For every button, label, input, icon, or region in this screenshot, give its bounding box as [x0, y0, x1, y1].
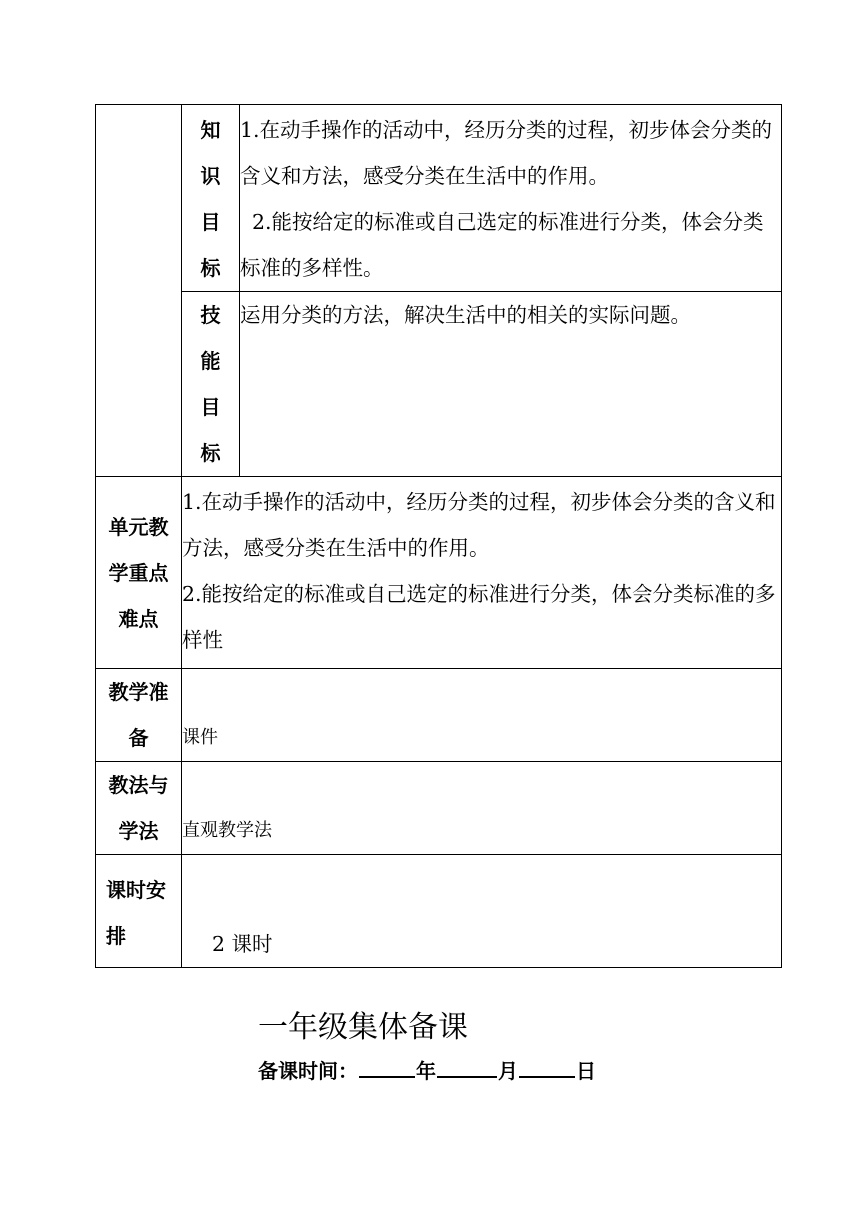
label-line: 教学准 [108, 680, 169, 704]
method-label [96, 762, 182, 855]
label-char: 目 [200, 210, 221, 234]
label-char: 能 [200, 349, 221, 373]
label-char: 知 [200, 118, 221, 142]
label-char: 标 [200, 441, 221, 465]
date-label: 备课时间： [258, 1059, 358, 1083]
skill-goal-content [240, 292, 782, 477]
label-line: 排 [106, 924, 126, 948]
month-blank [437, 1054, 497, 1078]
prep-label [96, 669, 182, 762]
label-char: 标 [200, 256, 221, 280]
section-title: 一年级集体备课 [258, 1010, 468, 1045]
year-blank [359, 1054, 415, 1078]
focus-content [182, 477, 782, 669]
schedule-content [182, 855, 782, 968]
skill-goal-row [96, 292, 782, 477]
prep-row [96, 669, 782, 762]
month-label: 月 [498, 1059, 518, 1083]
label-line: 单元教 [108, 514, 169, 539]
label-line: 学重点 [108, 560, 169, 585]
lesson-plan-table [95, 104, 782, 968]
focus-row [96, 477, 782, 669]
knowledge-goal-content [240, 105, 782, 292]
label-line: 课时安 [106, 878, 166, 902]
schedule-text: 2 课时 [212, 932, 273, 956]
method-row [96, 762, 782, 855]
method-text: 直观教学法 [182, 820, 272, 841]
label-line: 教法与 [108, 773, 169, 797]
schedule-label [96, 855, 182, 968]
prep-date-line [258, 1054, 596, 1084]
prep-content [182, 669, 782, 762]
goal-group-cell [96, 105, 182, 477]
label-char: 识 [200, 164, 221, 188]
year-label: 年 [416, 1059, 436, 1083]
focus-text-1: 1.在动手操作的活动中，经历分类的过程，初步体会分类的含义和方法，感受分类在生活中的作用。 [182, 490, 776, 560]
label-line: 难点 [118, 606, 159, 631]
label-char: 技 [200, 303, 221, 327]
focus-label [96, 477, 182, 669]
focus-text-2: 2.能按给定的标准或自己选定的标准进行分类，体会分类标准的多样性 [182, 582, 776, 652]
knowledge-goal-text-2: 2.能按给定的标准或自己选定的标准进行分类，体会分类标准的多样性。 [240, 210, 764, 280]
day-blank [519, 1054, 575, 1078]
method-content [182, 762, 782, 855]
skill-goal-label [182, 292, 240, 477]
knowledge-goal-row [96, 105, 782, 292]
knowledge-goal-label [182, 105, 240, 292]
day-label: 日 [576, 1059, 596, 1083]
label-char: 目 [200, 395, 221, 419]
prep-text: 课件 [182, 727, 218, 748]
knowledge-goal-text-1: 1.在动手操作的活动中，经历分类的过程，初步体会分类的含义和方法，感受分类在生活中的作用。 [240, 118, 773, 188]
label-line: 备 [128, 726, 149, 750]
skill-goal-text: 运用分类的方法，解决生活中的相关的实际问题。 [240, 303, 691, 327]
schedule-row [96, 855, 782, 968]
label-line: 学法 [118, 819, 159, 843]
